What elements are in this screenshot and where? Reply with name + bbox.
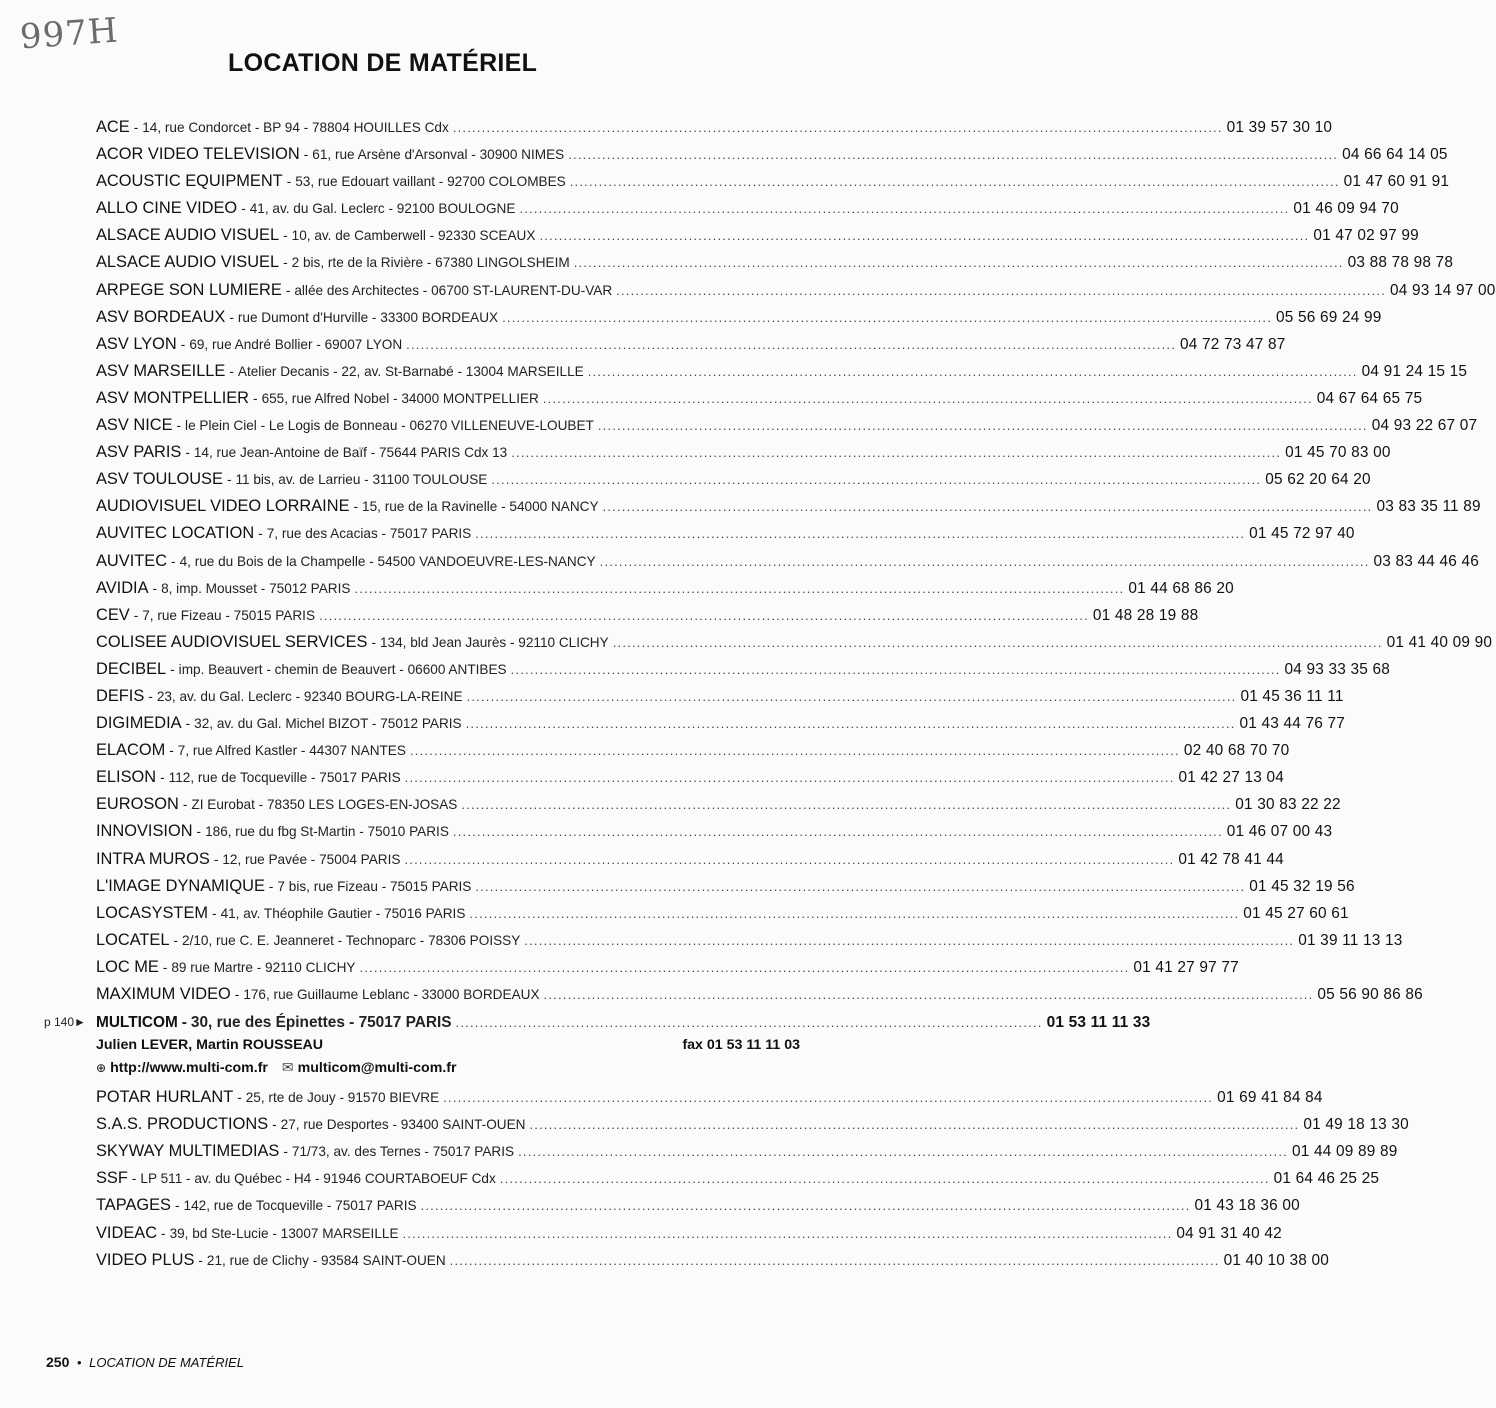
- company-name: AUVITEC LOCATION: [96, 524, 255, 543]
- leader-dots: ................................................................................................................................................................: [409, 743, 1180, 759]
- company-name: LOCASYSTEM: [96, 903, 209, 922]
- separator: -: [175, 1198, 180, 1214]
- company-phone: 01 46 09 94 70: [1293, 200, 1399, 218]
- leader-dots: ................................................................................................................................................................: [469, 905, 1240, 921]
- company-name: ACOUSTIC EQUIPMENT: [96, 172, 283, 191]
- leader-dots: ................................................................................................................................................................: [402, 1225, 1173, 1241]
- company-phone: 04 91 24 15 15: [1361, 362, 1468, 380]
- leader-dots: ................................................................................................................................................................: [529, 1117, 1300, 1133]
- list-item: [96, 818, 1333, 845]
- leader-dots: ................................................................................................................................................................: [543, 987, 1314, 1002]
- list-item: [96, 412, 1478, 439]
- list-item: [96, 1247, 1330, 1274]
- company-address: 7 bis, rue Fizeau - 75015 PARIS: [277, 878, 472, 894]
- leader-dots: ................................................................................................................................................................: [406, 336, 1177, 352]
- list-item: [96, 1165, 1380, 1192]
- list-item: [96, 737, 1290, 764]
- company-phone: 04 91 31 40 42: [1176, 1224, 1282, 1242]
- leader-dots: ................................................................................................................................................................: [587, 363, 1358, 379]
- list-item: [96, 575, 1234, 602]
- page-number: 250: [46, 1354, 70, 1370]
- company-phone: 05 56 90 86 86: [1317, 986, 1423, 1003]
- company-phone: 01 45 72 97 40: [1249, 525, 1355, 543]
- company-phone: 01 42 78 41 44: [1178, 850, 1284, 868]
- separator: -: [148, 688, 153, 704]
- company-address: LP 511 - av. du Québec - H4 - 91946 COURTABOEUF Cdx: [140, 1171, 496, 1187]
- separator: -: [283, 228, 288, 244]
- company-name: ASV BORDEAUX: [96, 307, 226, 326]
- company-phone: 01 39 11 13 13: [1298, 931, 1403, 949]
- company-phone: 03 83 44 46 46: [1373, 552, 1480, 570]
- company-phone: 01 46 07 00 43: [1226, 823, 1333, 841]
- company-address: 8, imp. Mousset - 75012 PARIS: [161, 580, 351, 596]
- list-item: [96, 385, 1423, 412]
- separator: -: [185, 716, 191, 732]
- directory-listing: [44, 114, 1496, 1274]
- leader-dots: ................................................................................................................................................................: [443, 1090, 1214, 1106]
- list-item: [96, 439, 1391, 466]
- separator: -: [171, 553, 176, 569]
- featured-fax: fax 01 53 11 11 03: [682, 1037, 800, 1054]
- company-address: le Plein Ciel - Le Logis de Bonneau - 06270 VILLENEUVE-LOUBET: [185, 418, 594, 434]
- featured-phone: 01 53 11 11 33: [1046, 1014, 1151, 1032]
- company-phone: 02 40 68 70 70: [1183, 742, 1290, 760]
- company-name: AVIDIA: [96, 578, 149, 597]
- list-item: [96, 304, 1382, 331]
- leader-dots: ................................................................................................................................................................: [568, 147, 1339, 163]
- globe-icon: ⊕: [96, 1061, 107, 1076]
- company-address: imp. Beauvert - chemin de Beauvert - 06600 ANTIBES: [178, 661, 507, 677]
- company-name: VIDEAC: [96, 1223, 158, 1242]
- list-item: [96, 548, 1480, 575]
- list-item: [96, 873, 1355, 900]
- company-phone: 01 43 18 36 00: [1194, 1197, 1300, 1215]
- company-address: Atelier Decanis - 22, av. St-Barnabé - 13004 MARSEILLE: [237, 363, 584, 379]
- company-address: 11 bis, av. de Larrieu - 31100 TOULOUSE: [235, 472, 488, 488]
- leader-dots: ................................................................................................................................................................: [404, 770, 1175, 786]
- company-address: ZI Eurobat - 78350 LES LOGES-EN-JOSAS: [191, 797, 458, 813]
- company-address: 134, bld Jean Jaurès - 92110 CLICHY: [379, 634, 609, 650]
- list-item: [96, 1192, 1300, 1219]
- leader-dots: ................................................................................................................................................................: [573, 255, 1344, 271]
- company-phone: 04 72 73 47 87: [1180, 335, 1286, 353]
- leader-dots: ................................................................................................................................................................: [449, 1252, 1220, 1268]
- featured-email[interactable]: multicom@multi-com.fr: [297, 1060, 457, 1077]
- company-phone: 01 48 28 19 88: [1092, 606, 1199, 624]
- footer-section: LOCATION DE MATÉRIEL: [89, 1355, 244, 1370]
- list-item: [96, 114, 1333, 141]
- company-name: ASV NICE: [96, 416, 173, 435]
- leader-dots: ................................................................................................................................................................: [616, 282, 1387, 298]
- leader-dots: ................................................................................................................................................................: [502, 309, 1272, 325]
- company-address: 7, rue Fizeau - 75015 PARIS: [142, 607, 316, 623]
- leader-dots: ................................................................................................................................................................: [465, 716, 1236, 732]
- company-address: 4, rue du Bois de la Champelle - 54500 VANDOEUVRE-LES-NANCY: [179, 553, 596, 569]
- separator: -: [152, 580, 158, 596]
- company-address: 25, rte de Jouy - 91570 BIEVRE: [245, 1090, 440, 1106]
- leader-dots: ................................................................................................................................................................: [452, 824, 1223, 840]
- separator: -: [185, 445, 190, 461]
- company-phone: 04 93 14 97 00: [1390, 281, 1496, 299]
- separator: -: [268, 878, 274, 894]
- company-name: SSF: [96, 1169, 128, 1188]
- leader-dots: ................................................................................................................................................................: [359, 959, 1130, 975]
- company-phone: 04 93 22 67 07: [1371, 417, 1478, 435]
- list-item: [96, 277, 1496, 304]
- company-name: COLISEE AUDIOVISUEL SERVICES: [96, 632, 368, 651]
- separator: -: [226, 472, 232, 488]
- company-address: 89 rue Martre - 92110 CLICHY: [171, 959, 356, 975]
- company-address: 142, rue de Tocqueville - 75017 PARIS: [183, 1198, 417, 1214]
- list-item: [96, 168, 1450, 195]
- page-reference: p 140►: [44, 1015, 86, 1030]
- separator: -: [237, 1090, 242, 1106]
- company-name: ALSACE AUDIO VISUEL: [96, 253, 280, 272]
- separator: -: [198, 1252, 203, 1268]
- entries-after: [96, 1084, 1409, 1274]
- page-footer: [46, 1354, 244, 1370]
- company-name: ALLO CINE VIDEO: [96, 199, 238, 218]
- company-name: ASV PARIS: [96, 443, 182, 462]
- list-item: [96, 195, 1399, 222]
- list-item: [96, 629, 1493, 656]
- company-phone: 01 49 18 13 30: [1303, 1116, 1409, 1134]
- separator: -: [353, 499, 359, 515]
- separator: -: [133, 120, 139, 135]
- company-name: POTAR HURLANT: [96, 1088, 234, 1107]
- list-item: [96, 656, 1390, 683]
- leader-dots: ................................................................................................................................................................: [612, 634, 1383, 650]
- company-address: 7, rue des Acacias - 75017 PARIS: [266, 526, 472, 542]
- company-address: 14, rue Condorcet - BP 94 - 78804 HOUILLES Cdx: [142, 120, 449, 135]
- leader-dots: ................................................................................................................................................................: [499, 1171, 1270, 1187]
- company-name: ELISON: [96, 768, 157, 787]
- leader-dots: ................................................................................................................................................................: [319, 607, 1089, 623]
- list-item: [96, 602, 1199, 629]
- leader-dots: ................................................................................................................................................................: [420, 1198, 1191, 1214]
- company-name: AUVITEC: [96, 551, 168, 570]
- company-phone: 01 43 44 76 77: [1239, 715, 1345, 733]
- list-item: [96, 1084, 1323, 1111]
- separator: -: [173, 932, 179, 948]
- list-item: [96, 331, 1286, 358]
- company-phone: 01 45 36 11 11: [1240, 687, 1344, 705]
- list-item: [96, 1220, 1282, 1247]
- company-address: 23, av. du Gal. Leclerc - 92340 BOURG-LA-REINE: [156, 688, 463, 704]
- company-phone: 05 56 69 24 99: [1276, 308, 1382, 326]
- company-name: AUDIOVISUEL VIDEO LORRAINE: [96, 497, 350, 516]
- leader-dots: ................................................................................................................................................................: [518, 1144, 1288, 1160]
- list-item: [96, 358, 1468, 385]
- company-phone: 01 47 60 91 91: [1343, 173, 1450, 191]
- company-phone: 01 30 83 22 22: [1235, 796, 1341, 814]
- company-phone: 01 44 68 86 20: [1128, 579, 1234, 597]
- company-phone: 01 45 32 19 56: [1249, 877, 1355, 895]
- company-name: INNOVISION: [96, 822, 193, 841]
- company-address: 41, av. du Gal. Leclerc - 92100 BOULOGNE: [249, 201, 516, 217]
- featured-contacts: Julien LEVER, Martin ROUSSEAU: [96, 1037, 324, 1054]
- separator: -: [229, 363, 234, 379]
- leader-dots: ................................................................................................................................................................: [404, 851, 1175, 867]
- leader-dots: ................................................................................................................................................................: [542, 390, 1313, 406]
- list-item: [96, 954, 1239, 981]
- list-item: [96, 900, 1349, 927]
- separator: -: [272, 1117, 277, 1133]
- bullet-icon: •: [76, 1355, 82, 1370]
- separator: -: [371, 634, 376, 650]
- company-phone: 04 67 64 65 75: [1316, 389, 1423, 407]
- separator: -: [133, 607, 139, 623]
- entries-before: [96, 114, 1496, 1008]
- company-address: 41, av. Théophile Gautier - 75016 PARIS: [220, 905, 466, 921]
- leader-dots: ................................................................................................................................................................: [475, 526, 1246, 542]
- separator: -: [160, 770, 165, 786]
- company-address: 112, rue de Tocqueville - 75017 PARIS: [168, 770, 401, 786]
- company-name: ELACOM: [96, 741, 166, 760]
- leader-dots: ................................................................................................................................................................: [602, 499, 1373, 515]
- featured-name: MULTICOM: [96, 1014, 178, 1032]
- separator: -: [253, 390, 258, 406]
- company-address: 53, rue Edouart vaillant - 92700 COLOMBES: [295, 174, 566, 190]
- separator: -: [283, 255, 288, 271]
- list-item: [96, 493, 1481, 520]
- featured-entry: [44, 1008, 1151, 1082]
- separator: -: [303, 147, 309, 163]
- separator: -: [170, 661, 175, 677]
- company-address: 39, bd Ste-Lucie - 13007 MARSEILLE: [169, 1225, 399, 1241]
- company-phone: 04 93 33 35 68: [1284, 660, 1390, 678]
- leader-dots: ................................................................................................................................................................: [597, 418, 1368, 434]
- company-address: 186, rue du fbg St-Martin - 75010 PARIS: [205, 824, 449, 840]
- company-name: MAXIMUM VIDEO: [96, 985, 231, 1003]
- company-name: LOC ME: [96, 957, 159, 976]
- leader-dots: ................................................................................................................................................................: [539, 228, 1310, 244]
- company-phone: 01 45 70 83 00: [1285, 444, 1391, 462]
- separator: -: [286, 174, 292, 190]
- company-phone: 03 88 78 98 78: [1347, 254, 1454, 272]
- list-item: [96, 791, 1341, 818]
- separator: -: [180, 336, 186, 352]
- company-name: ACE: [96, 118, 130, 136]
- separator: -: [176, 418, 182, 434]
- separator: -: [131, 1171, 137, 1187]
- company-address: 7, rue Alfred Kastler - 44307 NANTES: [177, 743, 406, 759]
- company-address: allée des Architectes - 06700 ST-LAURENT-DU-VAR: [294, 282, 613, 298]
- list-item: [96, 764, 1285, 791]
- company-name: ALSACE AUDIO VISUEL: [96, 226, 280, 245]
- leader-dots: ................................................................................................................................................................: [510, 661, 1281, 677]
- company-name: ASV TOULOUSE: [96, 470, 223, 489]
- company-name: ASV MARSEILLE: [96, 361, 226, 380]
- company-name: INTRA MUROS: [96, 849, 210, 868]
- company-address: 69, rue André Bollier - 69007 LYON: [189, 336, 403, 352]
- company-phone: 01 47 02 97 99: [1313, 227, 1419, 245]
- company-address: 12, rue Pavée - 75004 PARIS: [222, 851, 401, 867]
- company-name: SKYWAY MULTIMEDIAS: [96, 1142, 280, 1161]
- separator: -: [234, 987, 240, 1002]
- list-item: [96, 1138, 1398, 1165]
- company-name: VIDEO PLUS: [96, 1250, 195, 1269]
- separator: -: [285, 282, 291, 298]
- company-name: ASV LYON: [96, 334, 177, 353]
- company-address: 2/10, rue C. E. Jeanneret - Technoparc - 78306 POISSY: [182, 932, 521, 948]
- company-name: DEFIS: [96, 686, 145, 705]
- company-phone: 01 41 27 97 77: [1133, 958, 1239, 976]
- leader-dots: ................................................................................................................................................................: [524, 932, 1295, 948]
- separator: -: [161, 1225, 166, 1241]
- separator: -: [212, 905, 217, 921]
- list-item: [96, 141, 1448, 168]
- leader-dots: ..........................................................................................................................: [455, 1015, 1043, 1031]
- separator: -: [258, 526, 263, 542]
- separator: -: [213, 851, 219, 867]
- company-phone: 05 62 20 64 20: [1265, 471, 1371, 489]
- company-name: DECIBEL: [96, 659, 167, 678]
- separator: -: [169, 743, 174, 759]
- company-address: 14, rue Jean-Antoine de Baïf - 75644 PARIS Cdx 13: [193, 445, 508, 461]
- list-item: [96, 1111, 1409, 1138]
- company-address: 61, rue Arsène d'Arsonval - 30900 NIMES: [312, 147, 565, 163]
- company-address: 2 bis, rte de la Rivière - 67380 LINGOLSHEIM: [291, 255, 570, 271]
- envelope-icon: ✉: [281, 1059, 294, 1076]
- leader-dots: ................................................................................................................................................................: [491, 472, 1262, 488]
- featured-address: 30, rue des Épinettes - 75017 PARIS: [190, 1014, 452, 1032]
- company-address: 71/73, av. des Ternes - 75017 PARIS: [291, 1144, 515, 1160]
- list-item: [96, 710, 1345, 737]
- leader-dots: ................................................................................................................................................................: [354, 580, 1125, 596]
- arrow-right-icon: ►: [74, 1015, 86, 1030]
- company-phone: 01 41 40 09 90: [1386, 633, 1493, 651]
- company-phone: 01 45 27 60 61: [1243, 904, 1349, 922]
- leader-dots: ................................................................................................................................................................: [452, 120, 1223, 135]
- leader-dots: ................................................................................................................................................................: [599, 553, 1370, 569]
- company-address: 10, av. de Camberwell - 92330 SCEAUX: [291, 228, 536, 244]
- company-phone: 01 44 09 89 89: [1291, 1143, 1398, 1161]
- list-item: [96, 846, 1284, 873]
- leader-dots: ................................................................................................................................................................: [511, 445, 1282, 461]
- leader-dots: ................................................................................................................................................................: [569, 174, 1340, 190]
- company-name: EUROSON: [96, 795, 179, 814]
- list-item: [96, 466, 1371, 493]
- list-item: [96, 981, 1423, 1008]
- company-name: CEV: [96, 605, 130, 624]
- company-address: 27, rue Desportes - 93400 SAINT-OUEN: [280, 1117, 526, 1133]
- company-name: ASV MONTPELLIER: [96, 388, 250, 407]
- list-item: [96, 520, 1355, 547]
- separator: -: [181, 1014, 187, 1032]
- company-address: 32, av. du Gal. Michel BIZOT - 75012 PARIS: [194, 716, 462, 732]
- company-address: rue Dumont d'Hurville - 33300 BORDEAUX: [237, 309, 499, 325]
- company-name: TAPAGES: [96, 1196, 171, 1215]
- company-phone: 01 40 10 38 00: [1223, 1251, 1330, 1269]
- company-phone: 01 42 27 13 04: [1178, 769, 1285, 787]
- featured-website[interactable]: http://www.multi-com.fr: [110, 1060, 268, 1077]
- company-name: L'IMAGE DYNAMIQUE: [96, 876, 265, 895]
- leader-dots: ................................................................................................................................................................: [475, 878, 1246, 894]
- company-phone: 01 64 46 25 25: [1273, 1170, 1380, 1188]
- company-phone: 03 83 35 11 89: [1376, 498, 1481, 516]
- company-address: 176, rue Guillaume Leblanc - 33000 BORDEAUX: [243, 987, 540, 1002]
- separator: -: [196, 824, 202, 840]
- list-item: [96, 927, 1403, 954]
- list-item: [96, 249, 1454, 276]
- leader-dots: ................................................................................................................................................................: [466, 688, 1237, 704]
- company-name: ACOR VIDEO TELEVISION: [96, 145, 300, 164]
- handwritten-note: 997H: [18, 10, 120, 58]
- separator: -: [162, 959, 168, 975]
- company-address: 21, rue de Clichy - 93584 SAINT-OUEN: [206, 1252, 446, 1268]
- company-name: LOCATEL: [96, 930, 170, 949]
- company-phone: 01 39 57 30 10: [1226, 119, 1333, 136]
- company-phone: 04 66 64 14 05: [1342, 146, 1448, 164]
- company-address: 655, rue Alfred Nobel - 34000 MONTPELLIER: [261, 390, 539, 406]
- list-item: [96, 683, 1344, 710]
- company-name: S.A.S. PRODUCTIONS: [96, 1115, 269, 1134]
- separator: -: [241, 201, 246, 217]
- company-name: ARPEGE SON LUMIERE: [96, 280, 282, 299]
- company-phone: 01 69 41 84 84: [1217, 1089, 1323, 1107]
- separator: -: [182, 797, 188, 813]
- leader-dots: ................................................................................................................................................................: [461, 797, 1232, 813]
- list-item: [96, 222, 1419, 249]
- separator: -: [283, 1144, 288, 1160]
- leader-dots: ................................................................................................................................................................: [519, 201, 1290, 217]
- company-name: DIGIMEDIA: [96, 714, 182, 733]
- page-title: LOCATION DE MATÉRIEL: [228, 49, 538, 77]
- separator: -: [229, 309, 234, 325]
- company-address: 15, rue de la Ravinelle - 54000 NANCY: [362, 499, 599, 515]
